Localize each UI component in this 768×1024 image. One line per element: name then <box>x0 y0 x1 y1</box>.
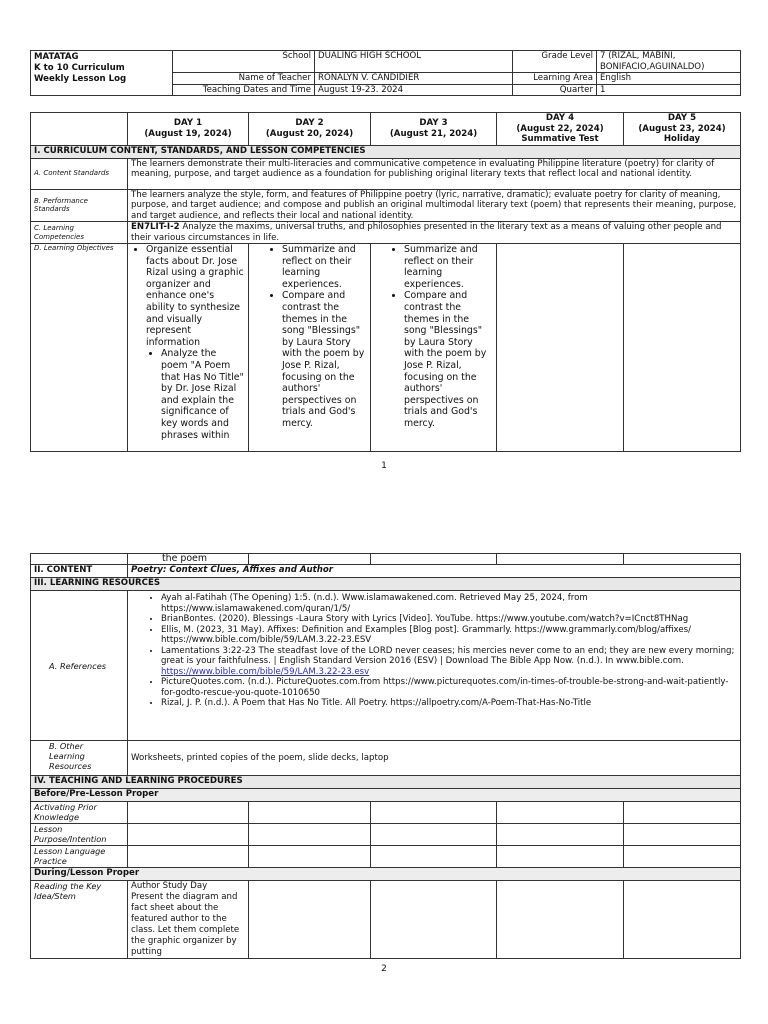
quarter-label: Quarter <box>513 84 597 96</box>
days-header-row <box>31 113 741 146</box>
page-number-1: 1 <box>381 461 387 471</box>
reference-item: • PictureQuotes.com. (n.d.). PictureQuotes.com.from https://www.picturequotes.com/in-times-of-trouble-be-strong-and-wait-patiently-for-godto-rescue-you-quote-1010650 <box>161 677 737 698</box>
grade-label: Grade Level <box>513 51 597 73</box>
bible-reference-link[interactable]: https://www.bible.com/bible/59/LAM.3.22-23.esv <box>161 666 370 677</box>
before-lesson-title: Before/Pre-Lesson Proper <box>31 789 741 802</box>
other-resources-text: Worksheets, printed copies of the poem, slide decks, laptop <box>128 741 741 776</box>
performance-standards-label: B. Performance Standards <box>31 189 128 222</box>
school-value: DUALING HIGH SCHOOL <box>315 51 513 73</box>
day3-header: DAY 3 (August 21, 2024) <box>371 113 497 146</box>
section4-title: IV. TEACHING AND LEARNING PROCEDURES <box>31 776 741 789</box>
day4-objectives <box>497 244 624 452</box>
references-label: A. References <box>31 591 128 741</box>
day2-header: DAY 2 (August 20, 2024) <box>249 113 371 146</box>
teacher-value: RONALYN V. CANDIDIER <box>315 73 513 85</box>
reading-day1-instructions: Present the diagram and fact sheet about the featured author to the class. Let them complete the graphic organizer by putting <box>131 892 240 957</box>
day5-objectives <box>624 244 741 452</box>
lesson-table-page1 <box>30 112 741 452</box>
competencies-label: C. Learning Competencies <box>31 222 128 244</box>
other-resources-label: B. Other Learning Resources <box>31 741 128 776</box>
day5-header: DAY 5 (August 23, 2024) Holiday <box>624 113 741 146</box>
grade-value: 7 (RIZAL, MABINI, BONIFACIO,AGUINALDO) <box>597 51 741 73</box>
during-lesson-title: During/Lesson Proper <box>31 868 741 881</box>
competency-description: Analyze the maxims, universal truths, and philosophies presented in the literary text as a means of valuing other people and their various circumstances in life. <box>131 222 722 243</box>
activating-prior-knowledge-label: Activating Prior Knowledge <box>31 802 128 824</box>
day1-objective-2: • Analyze the poem "A Poem that Has No Title" by Dr. Jose Rizal and explain the significance of key words and phrases within <box>161 348 245 441</box>
day3-objective-1: • Summarize and reflect on their learning experiences. <box>404 244 493 290</box>
content-standards-text: The learners demonstrate their multi-literacies and communicative competence in evaluating Philippine literature (poetry) for clarity of meaning, purpose, and target audience as a foundation for publishing original literary texts that reflect local and national identity. <box>128 158 741 189</box>
day1-objectives <box>128 244 249 452</box>
day1-header: DAY 1 (August 19, 2024) <box>128 113 249 146</box>
page-number-2: 2 <box>381 964 387 974</box>
competencies-text <box>128 222 741 244</box>
reference-item: • Ayah al-Fatihah (The Opening) 1:5. (n.d.). Www.islamawakened.com. Retrieved May 25, 2024, from https://www.islamawakened.com/quran/1/5/ <box>161 593 737 614</box>
header-table <box>30 50 741 96</box>
lesson-table-page2 <box>30 553 741 959</box>
section1-title: I. CURRICULUM CONTENT, STANDARDS, AND LESSON COMPETENCIES <box>31 145 741 158</box>
teacher-label: Name of Teacher <box>173 73 315 85</box>
dates-value: August 19-23. 2024 <box>315 84 513 96</box>
lesson-purpose-label: Lesson Purpose/Intention <box>31 824 128 846</box>
author-study-day: Author Study Day <box>131 881 208 891</box>
reference-item: • Rizal, J. P. (n.d.). A Poem that Has No Title. All Poetry. https://allpoetry.com/A-Poem-That-Has-No-Title <box>161 698 737 709</box>
objectives-label: D. Learning Objectives <box>31 244 128 452</box>
day3-objective-2: • Compare and contrast the themes in the song "Blessings" by Laura Story with the poem by Jose P. Rizal, focusing on the authors' perspectives on trials and God's mercy. <box>404 290 493 429</box>
reading-key-idea-label: Reading the Key Idea/Stem <box>31 881 128 959</box>
area-value: English <box>597 73 741 85</box>
content-standards-label: A. Content Standards <box>31 158 128 189</box>
area-label: Learning Area <box>513 73 597 85</box>
day4-header: DAY 4 (August 22, 2024) Summative Test <box>497 113 624 146</box>
reference-item: • BrianBontes. (2020). Blessings -Laura Story with Lyrics [Video]. YouTube. https://www.youtube.com/watch?v=ICnct8THNag <box>161 614 737 625</box>
reference-item: • Ellis, M. (2023, 31 May). Affixes: Definition and Examples [Blog post]. Grammarly. https://www.grammarly.com/blog/affixes/ https://www.bible.com/bible/59/LAM.3.22-23.ESV <box>161 625 737 646</box>
performance-standards-text: The learners analyze the style, form, and features of Philippine poetry (lyric, narrative, dramatic); evaluate poetry for clarity of meaning, purpose, and target audience; and compose and publish an original multimodal literary text (poem) that represents their meaning, purpose, and target audience, and reflects their local and national identity. <box>128 189 741 222</box>
school-label: School <box>173 51 315 73</box>
references-list <box>128 591 741 741</box>
reading-day1 <box>128 881 249 959</box>
section3-title: III. LEARNING RESOURCES <box>31 578 741 591</box>
quarter-value: 1 <box>597 84 741 96</box>
header-title: MATATAG K to 10 Curriculum Weekly Lesson Log <box>31 51 173 96</box>
competency-code: EN7LIT-I-2 <box>131 222 180 232</box>
day2-objective-1: • Summarize and reflect on their learning experiences. <box>282 244 367 290</box>
day2-objective-2: • Compare and contrast the themes in the song "Blessings" by Laura Story with the poem by Jose P. Rizal, focusing on the authors' perspectives on trials and God's mercy. <box>282 290 367 429</box>
day2-objectives <box>249 244 371 452</box>
section2-title: II. CONTENT <box>31 565 128 578</box>
day1-objective-cont: the poem <box>128 554 249 565</box>
dates-label: Teaching Dates and Time <box>173 84 315 96</box>
day1-objective-1: • Organize essential facts about Dr. Jose Rizal using a graphic organizer and enhance one's ability to synthesize and visually represent information <box>146 244 245 348</box>
section2-content: Poetry: Context Clues, Affixes and Author <box>128 565 741 578</box>
lesson-language-practice-label: Lesson Language Practice <box>31 846 128 868</box>
day3-objectives <box>371 244 497 452</box>
reference-item: • Lamentations 3:22-23 The steadfast love of the LORD never ceases; his mercies never come to an end; they are new every morning; great is your faithfulness. | English Standard Version 2016 (ESV) | Download The Bible App Now. (n.d.). In www.bible.com. https://www.bible.com/bible/59/LAM.3.22-23.esv <box>161 646 737 678</box>
